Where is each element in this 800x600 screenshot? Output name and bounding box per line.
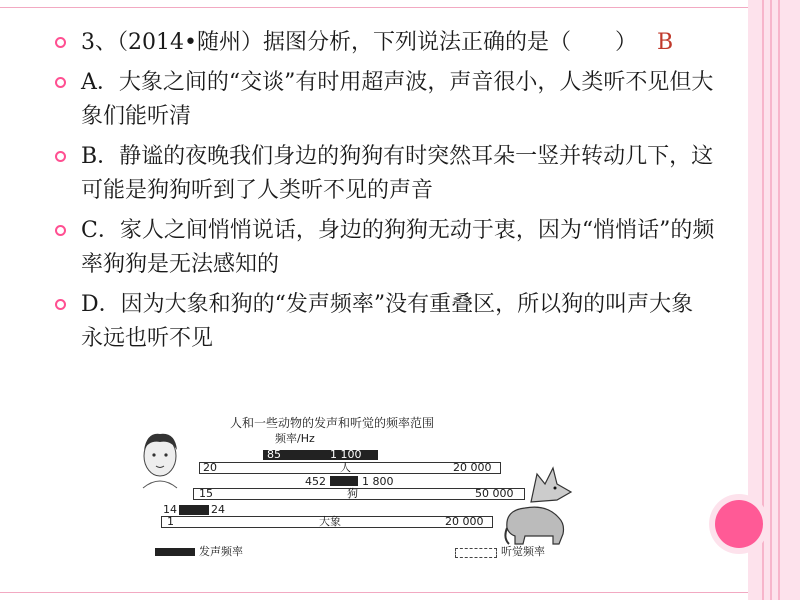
question-stem bbox=[55, 26, 715, 60]
bullet-icon bbox=[55, 151, 66, 162]
dog-voice-low: 452 bbox=[305, 475, 326, 488]
option-d-text: D．因为大象和狗的“发声频率”没有重叠区，所以狗的叫声大象永远也听不见 bbox=[81, 292, 694, 351]
human-voice-low: 85 bbox=[267, 448, 281, 461]
elephant-voice-bar bbox=[179, 505, 209, 515]
human-hear-high: 20 000 bbox=[453, 461, 492, 474]
bullet-icon bbox=[55, 77, 66, 88]
dog-name: 狗 bbox=[347, 487, 358, 500]
legend-hear-swatch bbox=[455, 548, 497, 558]
dog-voice-high: 1 800 bbox=[362, 475, 394, 488]
legend-voice-label: 发声频率 bbox=[199, 545, 243, 558]
option-b bbox=[55, 140, 715, 208]
bullet-icon bbox=[55, 37, 66, 48]
elephant-voice-high: 24 bbox=[211, 503, 225, 516]
elephant-icon bbox=[501, 498, 571, 548]
frequency-figure bbox=[135, 410, 575, 590]
bottom-border-line bbox=[0, 592, 790, 593]
slide-content bbox=[55, 26, 715, 362]
figure-title: 人和一些动物的发声和听觉的频率范围 bbox=[230, 416, 435, 430]
elephant-name: 大象 bbox=[319, 515, 341, 528]
answer-label: B bbox=[656, 30, 674, 55]
human-portrait-icon bbox=[135, 428, 185, 493]
bullet-icon bbox=[55, 299, 66, 310]
question-stem-text: 3、（2014•随州）据图分析，下列说法正确的是（ ） bbox=[81, 30, 637, 55]
dog-hear-high: 50 000 bbox=[475, 487, 514, 500]
human-name: 人 bbox=[340, 461, 351, 474]
option-b-text: B．静谧的夜晚我们身边的狗狗有时突然耳朵一竖并转动几下，这可能是狗狗听到了人类听不见的声音 bbox=[81, 144, 714, 203]
dog-voice-bar bbox=[330, 476, 358, 486]
option-a bbox=[55, 66, 715, 134]
legend-voice-swatch bbox=[155, 548, 195, 556]
option-a-text: A．大象之间的“交谈”有时用超声波，声音很小，人类听不见但大象们能听清 bbox=[81, 70, 714, 129]
dog-hear-low: 15 bbox=[199, 487, 213, 500]
human-voice-high: 1 100 bbox=[330, 448, 362, 461]
legend-hear-label: 听觉频率 bbox=[501, 545, 545, 558]
top-border-line bbox=[0, 7, 790, 8]
human-hear-low: 20 bbox=[203, 461, 217, 474]
figure-subtitle: 频率/Hz bbox=[275, 432, 315, 445]
bullet-icon bbox=[55, 225, 66, 236]
option-d bbox=[55, 288, 715, 356]
elephant-hear-low: 1 bbox=[167, 515, 174, 528]
option-c-text: C．家人之间悄悄说话，身边的狗狗无动于衷，因为“悄悄话”的频率狗狗是无法感知的 bbox=[81, 218, 715, 277]
elephant-hear-high: 20 000 bbox=[445, 515, 484, 528]
decorative-pink-circle bbox=[715, 500, 763, 548]
option-c bbox=[55, 214, 715, 282]
elephant-voice-low: 14 bbox=[163, 503, 177, 516]
